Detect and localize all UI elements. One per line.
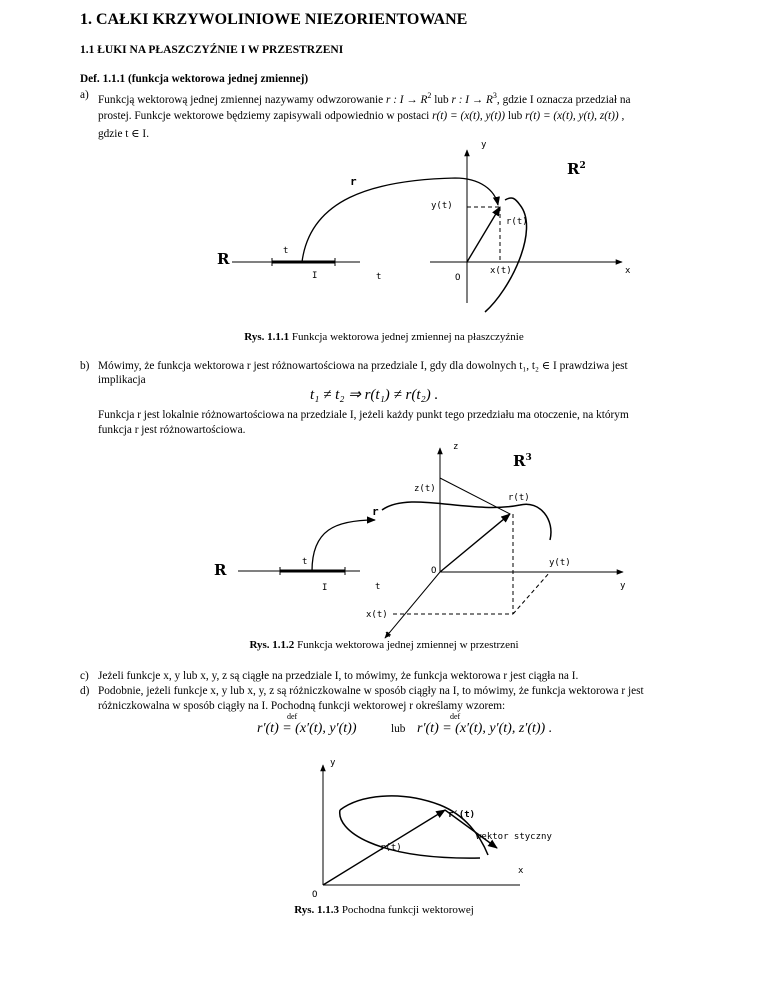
fig1-label-y: y: [481, 140, 487, 150]
item-a-line3: gdzie t ∈ I.: [98, 128, 150, 140]
fig1-space-exp: 2: [579, 161, 586, 171]
fig3-label-rt: r(t): [380, 843, 402, 853]
fig2-label-z: z: [453, 442, 459, 452]
fig2-label-t-axis: t: [375, 582, 381, 592]
fig1-label-t-tick: t: [283, 246, 289, 256]
fig2-label-y: y: [620, 581, 626, 591]
section-title: 1.1 ŁUKI NA PŁASZCZYŹNIE I W PRZESTRZENI: [80, 44, 344, 56]
fig2-label-t-tick: t: [302, 557, 308, 567]
fig1-label-real: R: [217, 250, 230, 268]
fig1-label-space: [567, 160, 586, 178]
fig1-caption-text: Funkcja wektorowa jednej zmiennej na płaszczyźnie: [289, 331, 524, 343]
fig2-space-exp: 3: [525, 453, 532, 463]
item-c-text: Jeżeli funkcje x, y lub x, y, z są ciągłe na przedziale I, to mówimy, że funkcja wektorowa r jest ciągła na I.: [98, 670, 579, 682]
fig2-curve: [382, 502, 551, 540]
fig2-label-r: r: [372, 505, 379, 518]
definition-title: Def. 1.1.1 (funkcja wektorowa jednej zmiennej): [80, 73, 309, 85]
fig3-caption-number: Rys. 1.1.3: [294, 904, 340, 916]
item-b-line2: implikacja: [98, 374, 146, 386]
fig1-label-interval: I: [312, 271, 318, 281]
item-d-formula1: r′(t) = (x′(t), y′(t)): [257, 721, 357, 736]
fig1-label-x: x: [625, 266, 631, 276]
item-b-line4: funkcja r jest różnowartościowa.: [98, 424, 246, 436]
fig2-label-real: R: [214, 561, 227, 579]
fig3-caption-text: Pochodna funkcji wektorowej: [339, 904, 474, 916]
item-c-marker: c): [80, 670, 89, 682]
map-3d: r : I → R: [451, 93, 493, 106]
fig3-label-tangent: wektor styczny: [476, 832, 552, 842]
fig2-caption-text: Funkcja wektorowa jednej zmiennej w przestrzeni: [294, 639, 519, 651]
fig2-r-vector: [440, 514, 510, 572]
item-d-formula2: r′(t) = (x′(t), y′(t), z′(t)) .: [417, 721, 553, 736]
form-2d: r(t) = (x(t), y(t)): [432, 110, 505, 122]
item-a-text2: prostej. Funkcje wektorowe będziemy zapisywali odpowiednio w postaci: [98, 110, 430, 122]
item-d-line2: różniczkowalna w sposób ciągły na I. Pochodną funkcji wektorowej r określamy wzorem:: [98, 700, 506, 712]
fig2-label-space: [513, 452, 532, 470]
figure-1-caption: [0, 331, 768, 343]
fig1-label-xt: x(t): [490, 266, 512, 276]
fig2-label-x: x: [385, 630, 391, 640]
item-a-text: Funkcją wektorową jednej zmiennej nazywamy odwzorowanie: [98, 93, 384, 106]
map-2d-exp: 2: [427, 91, 432, 100]
fig2-x-axis: [385, 572, 440, 638]
item-b-marker: b): [80, 360, 90, 372]
fig2-map-arrow: [312, 520, 375, 571]
item-b-line1: Mówimy, że funkcja wektorowa r jest różnowartościowa na przedziale I, gdy dla dowolnych t₁, t₂ ∈ I prawdziwa jest: [98, 360, 628, 372]
fig2-label-xt: x(t): [366, 610, 388, 620]
fig2-z-proj: [440, 478, 510, 514]
item-b-formula: t₁ ≠ t₂ ⇒ r(t₁) ≠ r(t₂) .: [310, 387, 439, 403]
fig1-map-arrow: [302, 178, 498, 262]
fig1-caption-number: Rys. 1.1.1: [244, 331, 290, 343]
fig2-caption-number: Rys. 1.1.2: [249, 639, 295, 651]
fig1-label-t-axis: t: [376, 272, 382, 282]
fig1-label-r: r: [350, 175, 357, 188]
fig2-dash-y: [513, 572, 550, 614]
fig2-label-origin: O: [431, 566, 437, 576]
fig1-curve: [485, 198, 527, 312]
figure-3-caption: [0, 904, 768, 916]
fig1-label-yt: y(t): [431, 201, 453, 211]
map-2d: r : I → R: [385, 93, 428, 106]
fig2-label-zt: z(t): [414, 484, 436, 494]
item-d-marker: d): [80, 685, 90, 697]
fig2-space-letter: R: [513, 452, 526, 470]
fig1-r-vector: [467, 207, 500, 262]
fig2-label-rt: r(t): [508, 493, 530, 503]
fig2-label-yt: y(t): [549, 558, 571, 568]
fig1-label-origin: O: [455, 273, 461, 283]
item-d-line1: Podobnie, jeżeli funkcje x, y lub x, y, z są różniczkowalne w sposób ciągły na I, to mówimy, że funkcja wektorowa r jest: [98, 685, 644, 697]
item-d-lub: lub: [391, 723, 406, 735]
item-b-line3: Funkcja r jest lokalnie różnowartościowa na przedziale I, jeżeli każdy punkt tego przedziału ma otoczenie, na którym: [98, 409, 629, 421]
fig2-label-interval: I: [322, 583, 328, 593]
lub-2: lub: [507, 110, 523, 122]
fig3-label-y: y: [330, 758, 336, 768]
map-3d-exp: 3: [492, 91, 497, 100]
item-a-marker: a): [80, 89, 89, 101]
item-d-def2: def: [450, 712, 461, 721]
lub-1: lub: [434, 93, 449, 106]
fig3-label-rprime: r′(t): [448, 810, 476, 820]
form-3d: r(t) = (x(t), y(t), z(t)) ,: [525, 110, 625, 122]
item-d-def1: def: [287, 712, 298, 721]
fig3-label-origin: O: [312, 890, 318, 900]
fig3-label-x: x: [518, 866, 524, 876]
fig1-space-letter: R: [567, 160, 580, 178]
chapter-title: 1. CAŁKI KRZYWOLINIOWE NIEZORIENTOWANE: [80, 11, 468, 28]
item-a-text-end: , gdzie I oznacza przedział na: [496, 93, 631, 106]
fig1-label-rt: r(t): [506, 217, 528, 227]
figure-2-caption: [0, 639, 768, 651]
